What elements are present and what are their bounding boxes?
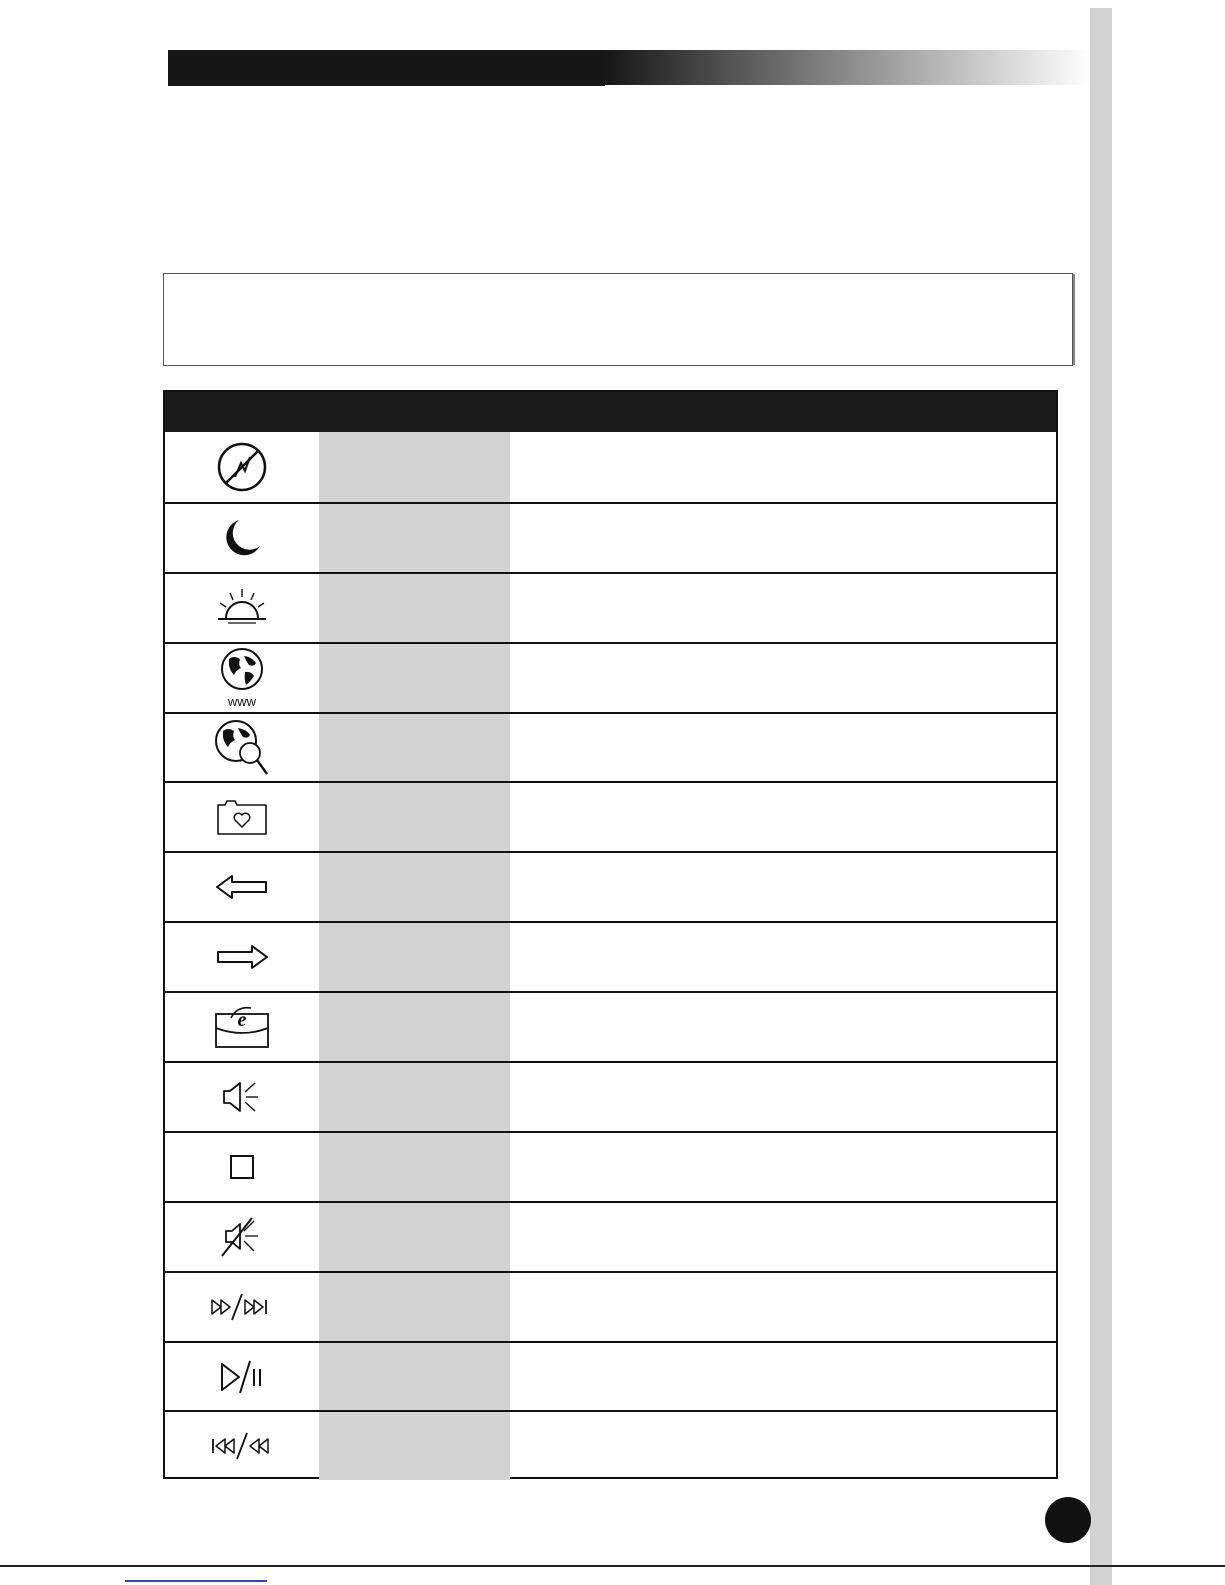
arrow-left-icon — [165, 853, 319, 921]
email-icon — [165, 993, 319, 1061]
key-cell — [319, 923, 510, 991]
key-cell — [319, 1063, 510, 1131]
description-cell — [510, 1203, 1056, 1271]
header-accent-line — [605, 85, 1090, 88]
page-number-badge — [1045, 1497, 1091, 1543]
description-cell — [510, 923, 1056, 991]
table-header — [165, 392, 1056, 432]
footer-link[interactable] — [125, 1580, 267, 1582]
table-row — [165, 851, 1056, 921]
table-row — [165, 1410, 1056, 1480]
key-cell — [319, 1133, 510, 1201]
description-cell — [510, 714, 1056, 782]
power-off-icon — [165, 432, 319, 502]
globe-www-icon — [165, 644, 319, 712]
table-row — [165, 642, 1056, 712]
description-cell — [510, 993, 1056, 1061]
key-cell — [319, 574, 510, 642]
stop-icon — [165, 1133, 319, 1201]
moon-sleep-icon — [165, 504, 319, 572]
key-cell — [319, 1273, 510, 1341]
description-cell — [510, 1063, 1056, 1131]
description-cell — [510, 504, 1056, 572]
sunrise-wake-icon — [165, 574, 319, 642]
folder-heart-icon — [165, 783, 319, 851]
www-label: www — [227, 693, 257, 709]
volume-icon — [165, 1063, 319, 1131]
table-row — [165, 502, 1056, 572]
key-cell — [319, 1343, 510, 1411]
description-cell — [510, 853, 1056, 921]
note-box — [163, 273, 1073, 366]
arrow-right-icon — [165, 923, 319, 991]
table-row — [165, 1271, 1056, 1341]
previous-rewind-icon — [165, 1412, 319, 1480]
description-cell — [510, 644, 1056, 712]
key-cell — [319, 504, 510, 572]
play-pause-icon — [165, 1343, 319, 1411]
description-cell — [510, 1412, 1056, 1480]
description-cell — [510, 432, 1056, 502]
key-cell — [319, 1412, 510, 1480]
email-e-label: e — [237, 1009, 247, 1032]
hotkey-table — [163, 390, 1058, 1479]
description-cell — [510, 1133, 1056, 1201]
table-row — [165, 1131, 1056, 1201]
table-row — [165, 991, 1056, 1061]
key-cell — [319, 432, 510, 502]
key-cell — [319, 993, 510, 1061]
table-row — [165, 1341, 1056, 1411]
description-cell — [510, 1273, 1056, 1341]
mute-icon — [165, 1203, 319, 1271]
table-row — [165, 1061, 1056, 1131]
description-cell — [510, 1343, 1056, 1411]
table-row — [165, 432, 1056, 502]
table-row — [165, 712, 1056, 782]
description-cell — [510, 783, 1056, 851]
key-cell — [319, 714, 510, 782]
key-cell — [319, 783, 510, 851]
bottom-rule — [0, 1565, 1225, 1567]
table-row — [165, 1201, 1056, 1271]
key-cell — [319, 1203, 510, 1271]
table-row — [165, 572, 1056, 642]
fast-forward-next-icon — [165, 1273, 319, 1341]
table-row — [165, 781, 1056, 851]
key-cell — [319, 853, 510, 921]
side-strip — [1090, 8, 1112, 1585]
key-cell — [319, 644, 510, 712]
globe-search-icon — [165, 714, 319, 782]
table-row — [165, 921, 1056, 991]
description-cell — [510, 574, 1056, 642]
section-header-bar — [168, 50, 1090, 86]
